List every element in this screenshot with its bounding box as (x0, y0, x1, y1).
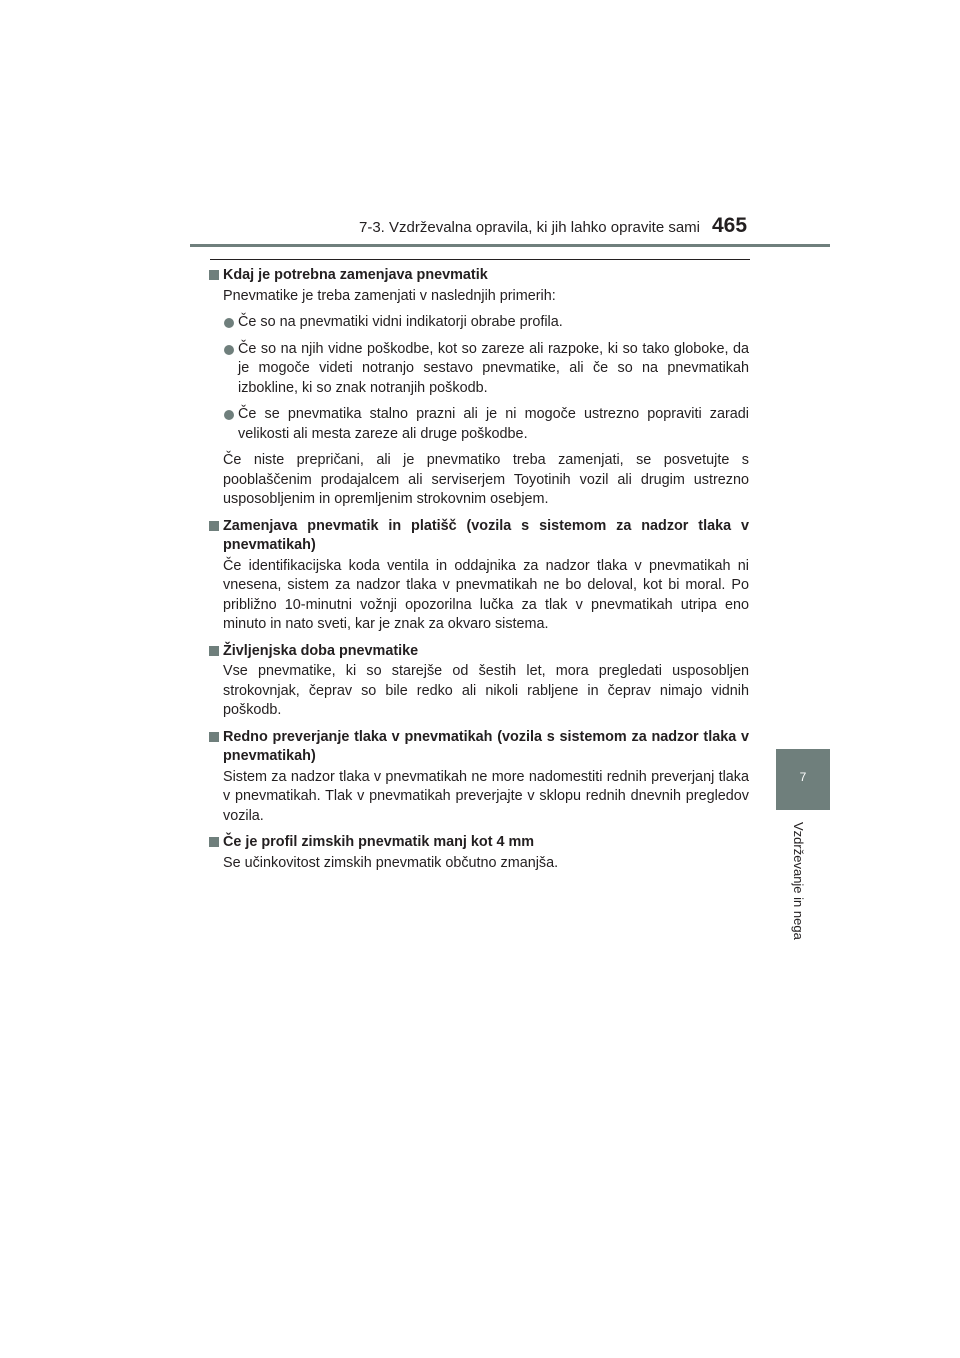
section-heading (208, 728, 749, 767)
header-divider (190, 244, 830, 247)
section-paragraph: Sistem za nadzor tlaka v pnevmatikah ne more nadomestiti rednih preverjanj tlaka v pnevmatikah. Tlak v pnevmatikah preverjajte v sklopu rednih dnevnih pregledov vozila. (223, 768, 749, 824)
section-paragraph: Vse pnevmatike, ki so starejše od šestih let, mora pregledati usposobljen strokovnjak, čeprav so bile redko ali nikoli rabljene in čeprav nimajo vidnih poškodb. (223, 663, 749, 718)
section-heading-text: Redno preverjanje tlaka v pnevmatikah (vozila s sistemom za nadzor tlaka v pnevmatikah) (223, 728, 749, 764)
section-heading (208, 266, 749, 286)
section-paragraph: Če niste prepričani, ali je pnevmatiko treba zamenjati, se posvetujte s pooblaščenim prodajalcem ali serviserjem Toyotinih vozil ali drugim ustrezno usposobljenim in opremljenim strokovnim osebjem. (223, 452, 749, 507)
main-content (208, 266, 749, 873)
section-heading-text: Zamenjava pnevmatik in platišč (vozila s sistemom za nadzor tlaka v pnevmatikah) (223, 517, 749, 553)
section-heading (208, 642, 749, 662)
list-item (208, 313, 749, 333)
section-heading (208, 517, 749, 556)
section-heading-text: Življenjska doba pnevmatike (223, 642, 419, 659)
chapter-title-vertical: Vzdrževanje in nega (791, 822, 806, 940)
section-divider (210, 259, 750, 260)
section-heading-text: Če je profil zimskih pnevmatik manj kot 4 mm (223, 834, 535, 850)
list-item-text: Če se pnevmatika stalno prazni ali je ni mogoče ustrezno popraviti zaradi velikosti ali mesta zareze ali druge poškodbe. (238, 406, 749, 442)
section-heading-text: Kdaj je potrebna zamenjava pnevmatik (223, 267, 488, 283)
square-bullet-icon (209, 837, 219, 847)
circle-bullet-icon (224, 318, 234, 328)
list-item-text: Če so na njih vidne poškodbe, kot so zareze ali razpoke, ki so tako globoke, da je mogoče videti notranjo sestavo pnevmatike, ali če so na pnevmatikah izbokline, ki so znak notranjih poškodb. (238, 340, 749, 396)
square-bullet-icon (209, 521, 219, 531)
section-paragraph: Pnevmatike je treba zamenjati v naslednjih primerih: (223, 287, 556, 304)
section-heading (208, 833, 749, 853)
section-paragraph: Če identifikacijska koda ventila in oddajnika za nadzor tlaka v pnevmatikah ni vnesena, sistem za nadzor tlaka v pnevmatikah ne bo deloval, kot bi moral. Po približno 10-minutni vožnji opozorilna lučka za tlak v pnevmatikah utripa eno minuto in nato sveti, kar je znak za okvaro sistema. (223, 557, 749, 632)
circle-bullet-icon (224, 345, 234, 355)
list-item (208, 340, 749, 399)
chapter-tab: 7 (776, 749, 830, 810)
square-bullet-icon (209, 732, 219, 742)
square-bullet-icon (209, 270, 219, 280)
page-number: 465 (712, 214, 748, 237)
section-paragraph: Se učinkovitost zimskih pnevmatik občutno zmanjša. (223, 854, 559, 871)
header-section-title: 7-3. Vzdrževalna opravila, ki jih lahko opravite sami (359, 219, 700, 236)
list-item-text: Če so na pnevmatiki vidni indikatorji obrabe profila. (238, 314, 563, 330)
list-item (208, 405, 749, 444)
circle-bullet-icon (224, 410, 234, 420)
square-bullet-icon (209, 646, 219, 656)
